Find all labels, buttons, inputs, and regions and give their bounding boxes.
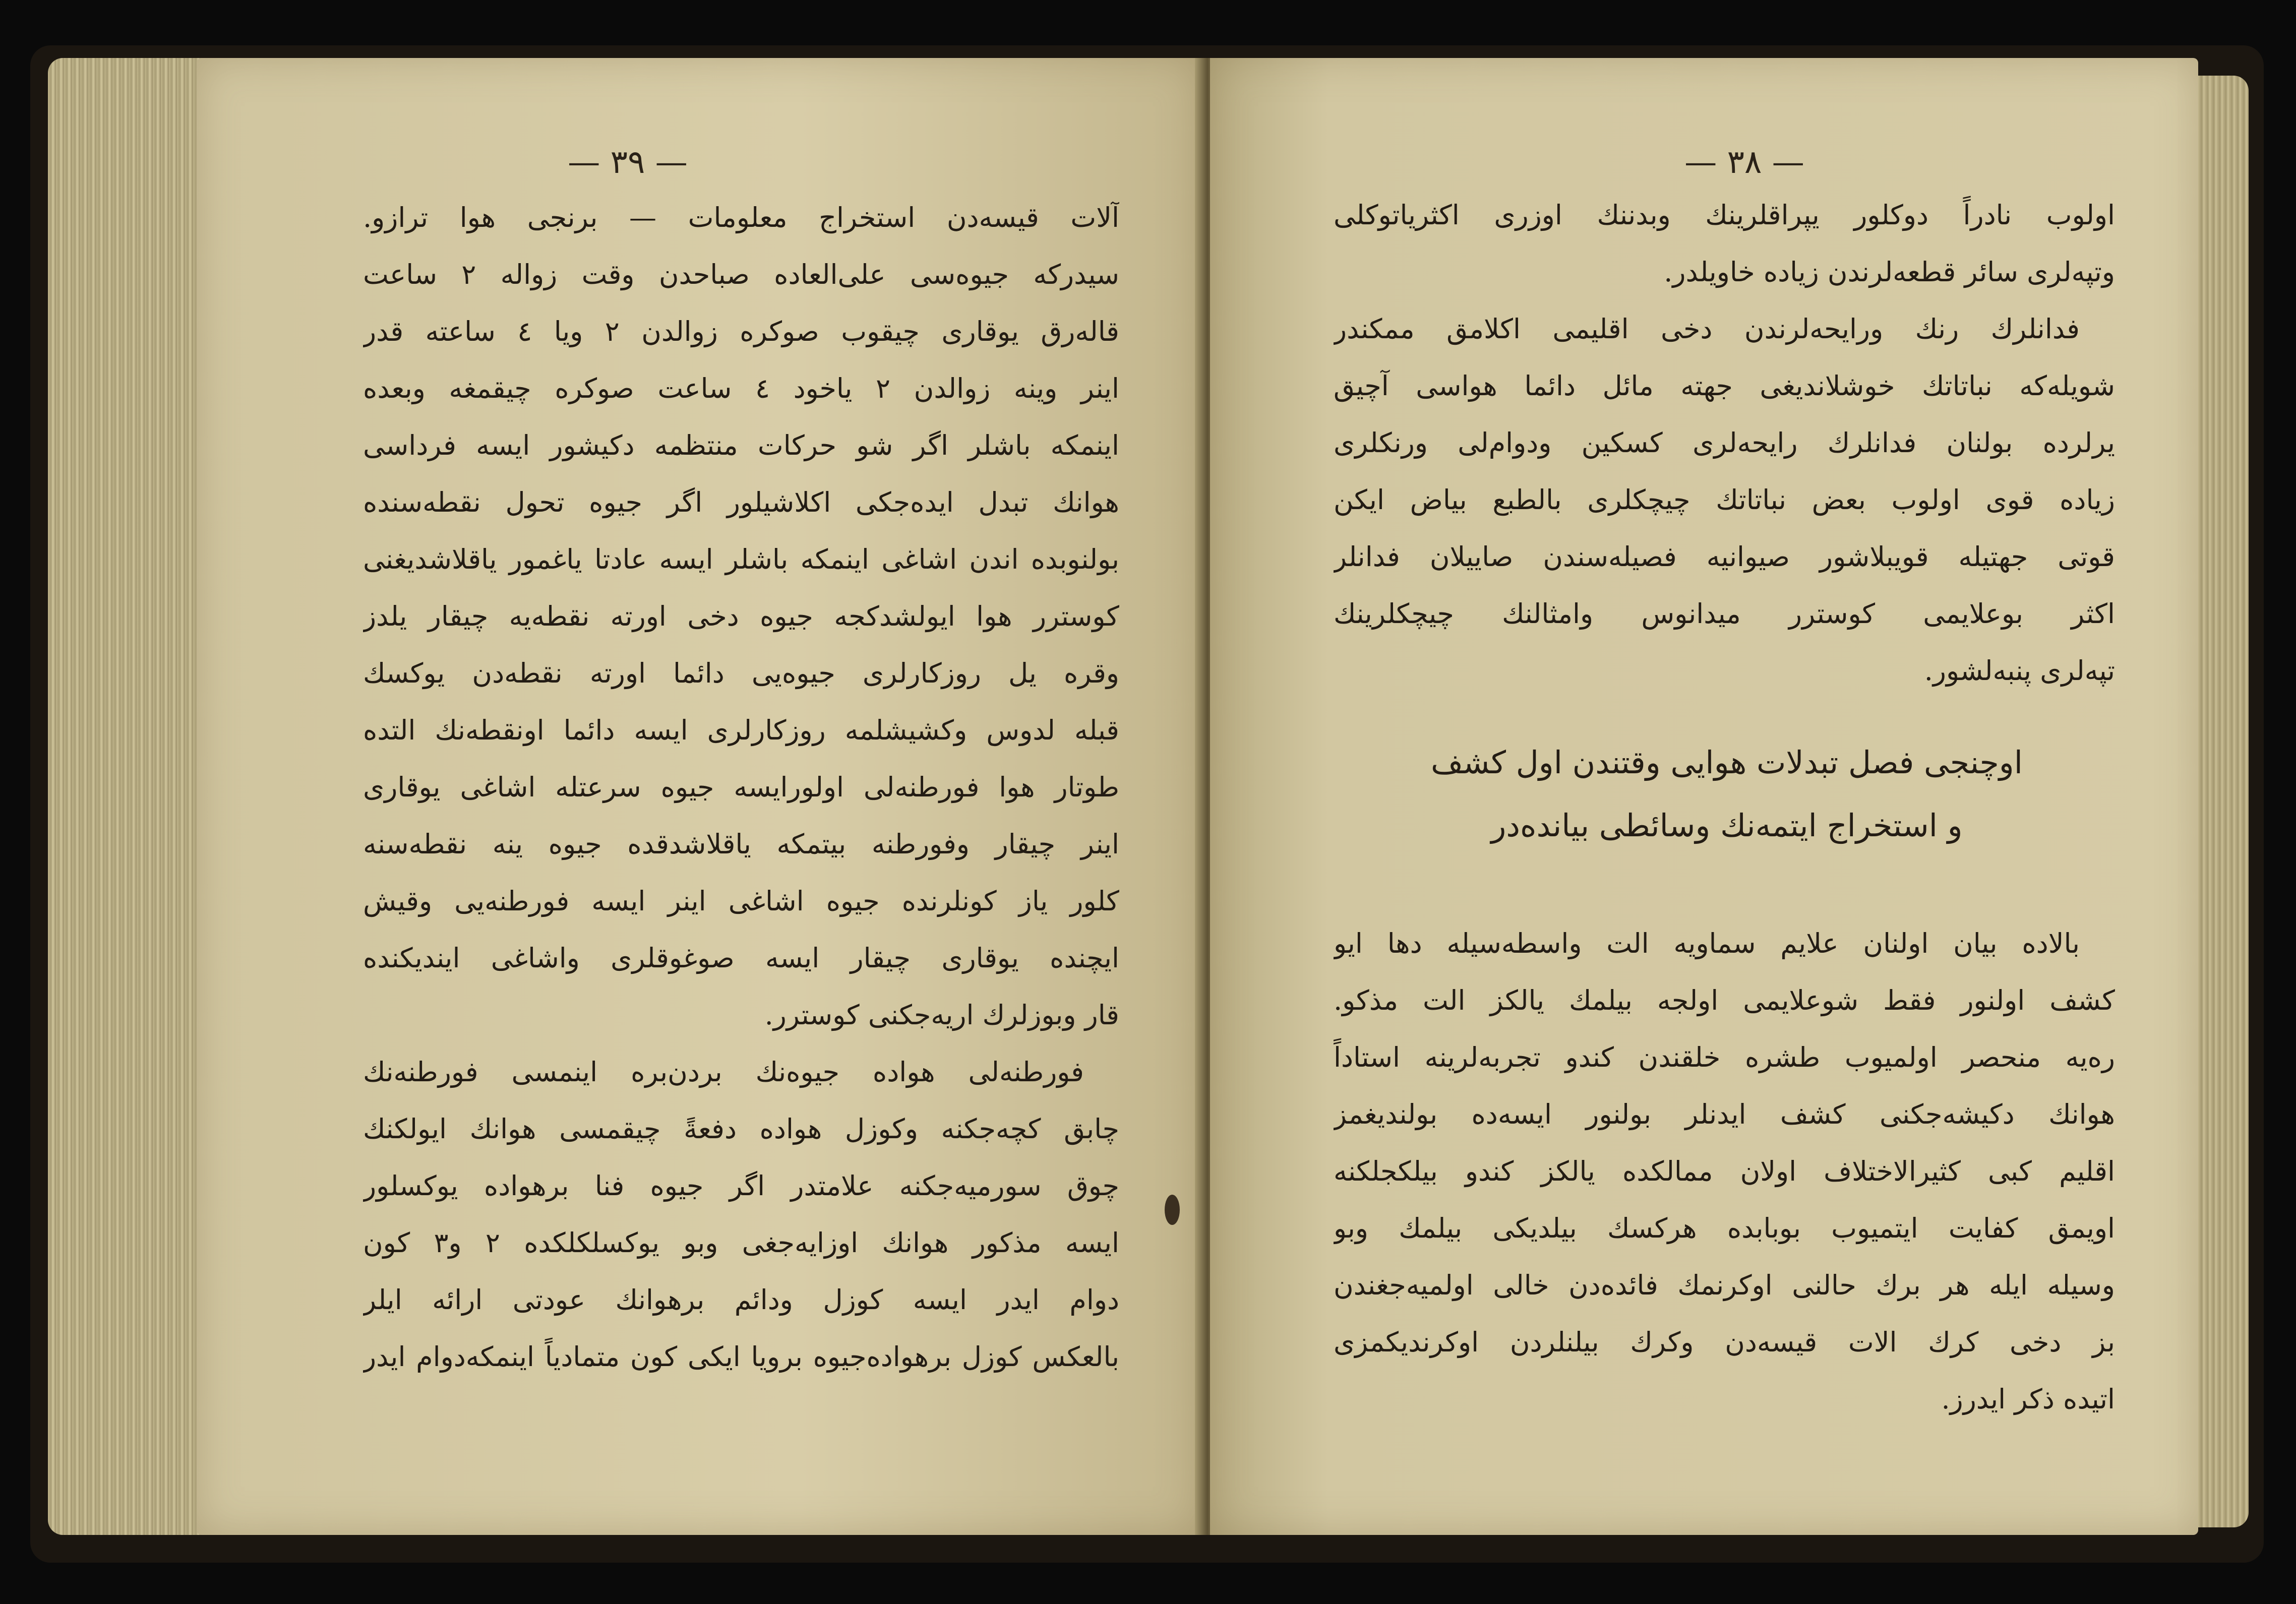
- text-line: بولنوبده اندن اشاغی اینمکه باشلر ایسه عادتا یاغمور یاقلاشدیغنی: [363, 543, 1119, 575]
- text-line: شویله‌که نباتاتك خوشلاندیغی جهته مائل دائما هواسی آچیق: [1334, 370, 2115, 402]
- text-line: اولوب نادراً دوکلور یپراقلرینك وبدننك اوزری اکثریاتوکلی: [1334, 199, 2115, 231]
- text-line: اقلیم کبی کثیرالاختلاف اولان ممالکده یالکز کندو بیلکجلکنه: [1334, 1155, 2115, 1187]
- body-text: [1334, 187, 2115, 699]
- text-line: ره‌یه منحصر اولمیوب طشره خلقندن کندو تجربه‌لرینه استاداً: [1334, 1041, 2115, 1073]
- right-page: [1210, 58, 2198, 1535]
- text-line: بز دخی کرك الات قیسه‌دن وکرك بیلنلردن اوکرندیکمزی: [1334, 1326, 2115, 1358]
- text-line: اتیده ذکر ایدرز.: [1941, 1383, 2115, 1415]
- text-line: کلور یاز کونلرنده جیوه اشاغی اینر ایسه فورطنه‌یی وقیش: [363, 885, 1119, 917]
- left-page: [197, 58, 1200, 1535]
- text-line: وسیله ایله هر برك حالنی اوکرنمك فائده‌دن خالی اولمیه‌جغندن: [1334, 1269, 2115, 1301]
- text-line: هوانك دکیشه‌جکنی کشف ایدنلر بولنور ایسه‌ده بولندیغمز: [1334, 1098, 2115, 1130]
- text-line: طوتار هوا فورطنه‌لی اولورایسه جیوه سرعتله اشاغی یوقاری: [363, 771, 1119, 803]
- text-line: زیاده قوی اولوب بعض نباتاتك چیچکلری بالطبع بیاض ایکن: [1334, 484, 2115, 516]
- text-line: بالاده بیان اولنان علایم سماویه الت واسطه‌سیله دها ایو: [1334, 928, 2080, 959]
- body-text: [363, 189, 1119, 1385]
- text-line: سیدرکه جیوه‌سی علی‌العاده صباحدن وقت زواله ٢ ساعت: [363, 259, 1119, 290]
- text-line: دوام ایدر ایسه کوزل ودائم برهوانك عودتی ارائه ایلر: [363, 1284, 1119, 1316]
- text-line: اینمکه باشلر اگر شو حرکات منتظمه دکیشور ایسه فرداسی: [363, 429, 1119, 461]
- text-line: اویمق کفایت ایتمیوب بوبابده هرکسك بیلدیکی بیلمك وبو: [1334, 1212, 2115, 1244]
- left-page-edges: [48, 58, 204, 1535]
- heading-line: اوچنجی فصل تبدلات هوایی وقتندن اول کشف: [1431, 744, 2023, 781]
- body-text: [1334, 915, 2115, 1428]
- text-line: آلات قیسه‌دن استخراج معلومات — برنجی هوا ترازو.: [363, 202, 1119, 233]
- text-line: قاله‌رق یوقاری چیقوب صوکره زوالدن ٢ ویا ٤ ساعته قدر: [363, 316, 1119, 347]
- text-line: ایسه مذکور هوانك اوزایه‌جغی وبو یوکسلکلکده ٢ و٣ کون: [363, 1227, 1119, 1259]
- text-line: کوسترر هوا ایولشدکجه جیوه دخی اورته نقطه‌یه چیقار یلدز: [363, 600, 1119, 632]
- heading-line: و استخراج ایتمه‌نك وسائطی بیانده‌در: [1491, 807, 1963, 844]
- text-line: قار وبوزلرك اریه‌جکنی کوسترر.: [764, 999, 1119, 1031]
- text-line: تپه‌لری پنبه‌لشور.: [1924, 655, 2115, 687]
- text-line: یرلرده بولنان فدانلرك رایحه‌لری کسکین ودوام‌لی ورنکلری: [1334, 427, 2115, 459]
- text-line: فدانلرك رنك ورایحه‌لرندن دخی اقلیمی اکلامق ممکندر: [1334, 313, 2080, 345]
- ink-stain: [1165, 1195, 1180, 1225]
- text-line: هوانك تبدل ایده‌جکی اکلاشیلور اگر جیوه تحول نقطه‌سنده: [363, 486, 1119, 518]
- text-line: وتپه‌لری سائر قطعه‌لرندن زیاده خاویلدر.: [1664, 256, 2115, 288]
- text-line: اکثر بوعلایمی کوسترر میدانوس وامثالنك چیچکلرینك: [1334, 598, 2115, 630]
- text-line: قوتی جهتیله قویبلاشور صیوانیه فصیله‌سندن صاییلان فدانلر: [1334, 541, 2115, 573]
- text-line: کشف اولنور فقط شوعلایمی اولجه بیلمك یالکز الت مذکو.: [1334, 984, 2115, 1016]
- text-line: اینر چیقار وفورطنه بیتمکه یاقلاشدقده جیوه ینه نقطه‌سنه: [363, 828, 1119, 860]
- section-heading: [1336, 731, 2118, 857]
- page-number: — ٣٩ —: [568, 144, 688, 181]
- page-number: — ٣٨ —: [1684, 144, 1804, 181]
- text-line: چوق سورمیه‌جکنه علامتدر اگر جیوه فنا برهواده یوکسلور: [363, 1170, 1119, 1202]
- text-line: اینر وینه زوالدن ٢ یاخود ٤ ساعت صوکره چیقمغه وبعده: [363, 373, 1119, 404]
- text-line: فورطنه‌لی هواده جیوه‌نك بردن‌بره اینمسی فورطنه‌نك: [363, 1056, 1084, 1088]
- text-line: بالعکس کوزل برهواده‌جیوه برویا ایکی کون متمادیاً اینمکه‌دوام ایدر: [363, 1341, 1119, 1373]
- text-line: ایچنده یوقاری چیقار ایسه صوغوقلری واشاغی ایندیکنده: [363, 942, 1119, 974]
- text-line: وقره یل روزکارلری جیوه‌یی دائما اورته نقطه‌دن یوکسك: [363, 657, 1119, 689]
- text-line: قبله لدوس وکشیشلمه روزکارلری ایسه دائما اونقطه‌نك التده: [363, 714, 1119, 746]
- text-line: چابق کچه‌جکنه وکوزل هواده دفعةً چیقمسی هوانك ایولکنك: [363, 1113, 1119, 1145]
